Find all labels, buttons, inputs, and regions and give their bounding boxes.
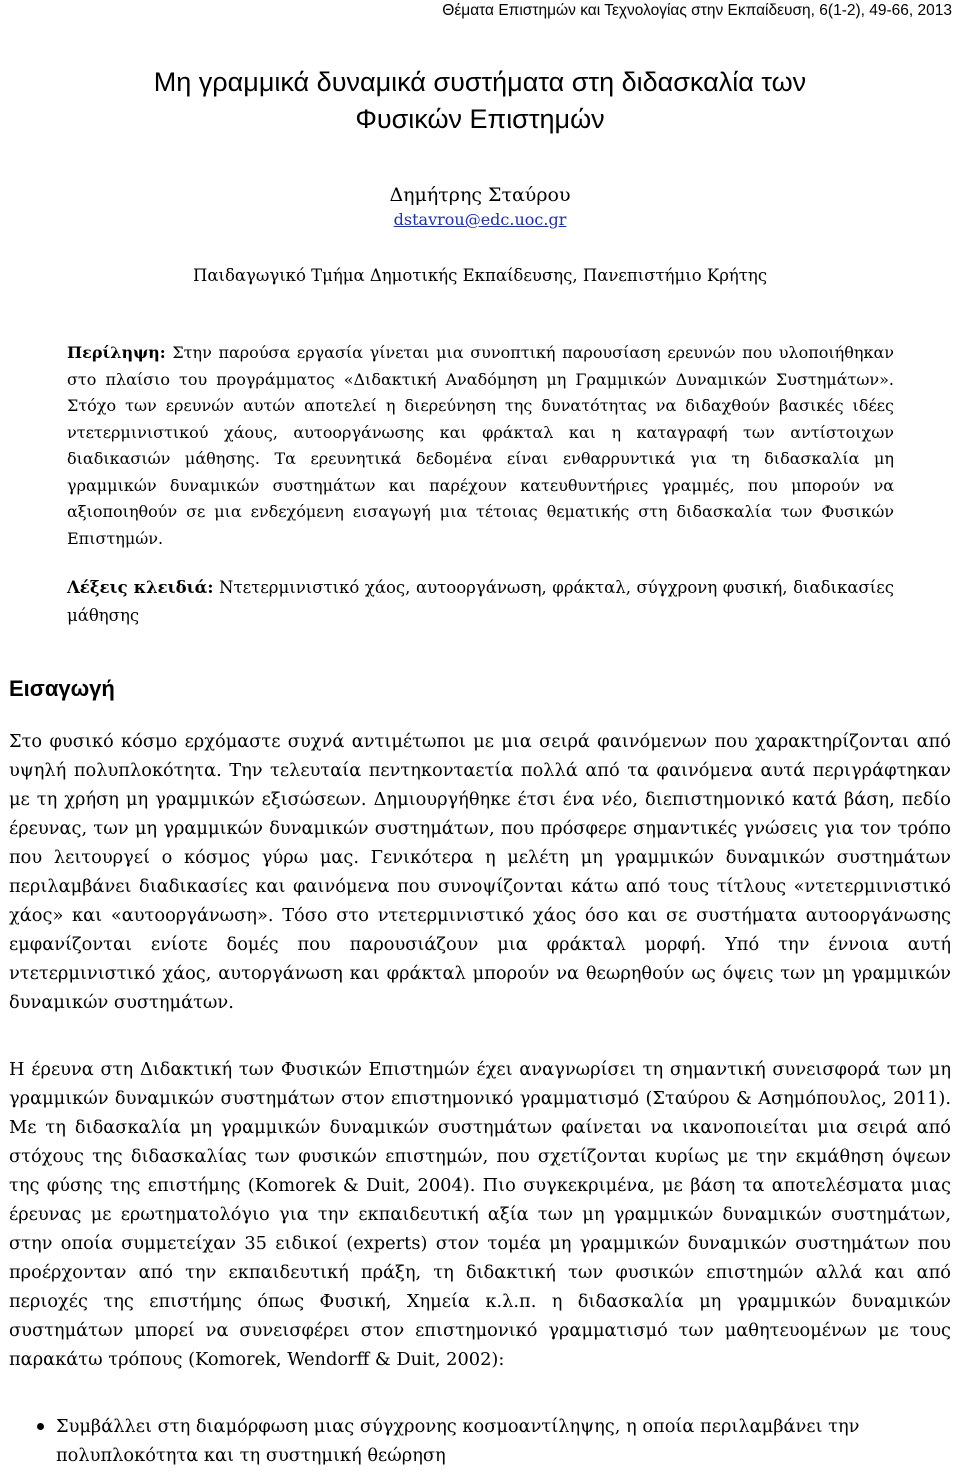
contribution-bullet-list xyxy=(9,1412,951,1470)
title-line-2: Φυσικών Επιστημών xyxy=(355,104,605,134)
paper-title xyxy=(40,64,920,138)
bullet-text: Συμβάλλει στη διαμόρφωση μιας σύγχρονης κοσμοαντίληψης, η οποία περιλαμβάνει την πολυπλοκότητα και τη συστημική θεώρηση xyxy=(56,1416,860,1466)
abstract-text: Στην παρούσα εργασία γίνεται μια συνοπτική παρουσίαση ερευνών που υλοποιήθηκαν στο πλαίσιο του προγράμματος «Διδακτική Αναδόμηση μη Γραμμικών Δυναμικών Συστημάτων». Στόχο των ερευνών αυτών αποτελεί η διερεύνηση της δυνατότητας να διδαχθούν βασικές ιδέες ντετερμινιστικού χάους, αυτοοργάνωσης και φράκταλ και η καταγραφή των αντίστοιχων διαδικασιών μάθησης. Τα ερευνητικά δεδομένα είναι ενθαρρυντικά για τη διδασκαλία μη γραμμικών δυναμικών συστημάτων και παρέχουν κατευθυντήριες γραμμές, που μπορούν να αξιοποιηθούν σε μια ενδεχόμενη εισαγωγή μια τέτοιας θεματικής στη διδασκαλία των Φυσικών Επιστημών. xyxy=(67,343,894,548)
title-line-1: Μη γραμμικά δυναμικά συστήματα στη διδασκαλία των xyxy=(153,67,807,97)
abstract-label: Περίληψη: xyxy=(67,343,166,362)
introduction-paragraph-1: Στο φυσικό κόσμο ερχόμαστε συχνά αντιμέτωποι με μια σειρά φαινόμενων που χαρακτηρίζονται από υψηλή πολυπλοκότητα. Την τελευταία πεντηκονταετία πολλά από τα φαινόμενα αυτά περιγράφτηκαν με τη χρήση μη γραμμικών εξισώσεων. Δημιουργήθηκε έτσι ένα νέο, διεπιστημονικό κατά βάση, πεδίο έρευνας, των μη γραμμικών δυναμικών συστημάτων, που πρόσφερε σημαντικές γνώσεις για τον τρόπο που λειτουργεί ο κόσμος γύρω μας. Γενικότερα η μελέτη μη γραμμικών δυναμικών συστημάτων περιλαμβάνει διαδικασίες και φαινόμενα που συνοψίζονται κάτω από τους τίτλους «ντετερμινιστικό χάος» και «αυτοοργάνωση». Τόσο στο ντετερμινιστικό χάος όσο και σε συστήματα αυτοοργάνωσης εμφανίζονται ενίοτε δομές που παρουσιάζουν μια φράκταλ μορφή. Υπό την έννοια αυτή ντετερμινιστικό χάος, αυτοργάνωση και φράκταλ μπορούν να θεωρηθούν ως όψεις των μη γραμμικών δυναμικών συστημάτων. xyxy=(9,731,951,1013)
author-affiliation: Παιδαγωγικό Τμήμα Δημοτικής Εκπαίδευσης, Πανεπιστήμιο Κρήτης xyxy=(192,266,768,285)
introduction-paragraph-2: Η έρευνα στη Διδακτική των Φυσικών Επιστημών έχει αναγνωρίσει τη σημαντική συνεισφορά των μη γραμμικών δυναμικών συστημάτων στον επιστημονικό γραμματισμό (Σταύρου & Ασημόπουλος, 2011). Με τη διδασκαλία μη γραμμικών δυναμικών συστημάτων φαίνεται να ικανοποιείται μια σειρά από στόχους της διδασκαλίας των φυσικών επιστημών, που σχετίζονται κυρίως με την εκμάθηση όψεων της φύσης της επιστήμης (Komorek & Duit, 2004). Πιο συγκεκριμένα, με βάση τα αποτελέσματα μιας έρευνας με ερωτηματολόγιο για την εκπαιδευτική αξία των μη γραμμικών δυναμικών συστημάτων, στην οποία συμμετείχαν 35 ειδικοί (experts) στον τομέα μη γραμμικών δυναμικών συστημάτων που προέρχονταν από την εκπαιδευτική πράξη, τη διδακτική των φυσικών επιστημών αλλά και από περιοχές της επιστήμης όπως Φυσική, Χημεία κ.λ.π. η διδασκαλία μη γραμμικών δυναμικών συστημάτων μπορεί να συνεισφέρει στον επιστημονικό γραμματισμό των μαθητευομένων με τους παρακάτω τρόπους (Komorek, Wendorff & Duit, 2002): xyxy=(9,1059,951,1370)
keywords-label: Λέξεις κλειδιά: xyxy=(67,578,214,597)
keywords xyxy=(67,574,894,630)
journal-header: Θέματα Επιστημών και Τεχνολογίας στην Εκπαίδευση, 6(1-2), 49-66, 2013 xyxy=(442,2,952,19)
author-name: Δημήτρης Σταύρου xyxy=(389,184,571,206)
keywords-text: Ντετερμινιστικό χάος, αυτοοργάνωση, φράκταλ, σύγχρονη φυσική, διαδικασίες μάθησης xyxy=(67,578,895,625)
author-block xyxy=(40,181,920,231)
abstract xyxy=(67,340,894,552)
bullet-icon xyxy=(37,1423,44,1430)
list-item xyxy=(9,1412,951,1470)
author-email-link[interactable]: dstavrou@edc.uoc.gr xyxy=(393,210,567,229)
section-heading-introduction: Εισαγωγή xyxy=(9,676,115,701)
